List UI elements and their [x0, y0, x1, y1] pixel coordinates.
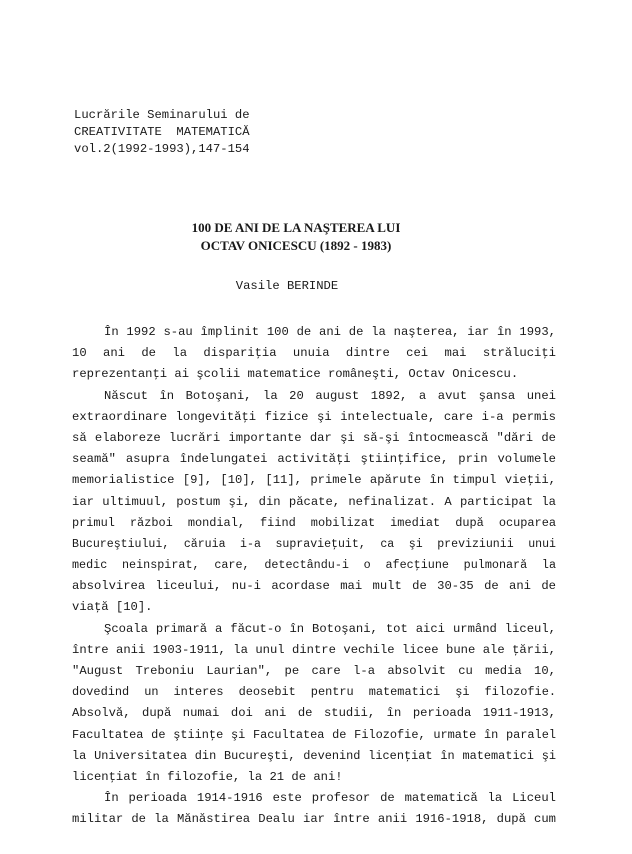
body-line: Născut în Botoşani, la 20 august 1892, a avut şansa unei [104, 388, 556, 403]
journal-volume-line: vol.2(1992-1993),147-154 [74, 142, 250, 156]
body-line: militar de la Mănăstirea Dealu iar între anii 1916-1918, după cum [72, 812, 556, 827]
body-line: reprezentanţi ai şcolii matematice româneşti, Octav Onicescu. [72, 367, 519, 382]
body-line: Facultatea de ştiinţe şi Facultatea de Filozofie, urmate în paralel [72, 727, 556, 742]
body-line: extraordinare longevităţi fizice şi intelectuale, care i-a permis [72, 409, 556, 424]
body-line: între anii 1903-1911, la unul dintre vechile licee bune ale ţării, [72, 642, 556, 657]
body-line: absolvirea liceului, nu-i acordase mai mult de 30-35 de ani de [72, 579, 556, 594]
body-line: În 1992 s-au împlinit 100 de ani de la naşterea, iar în 1993, [104, 325, 556, 339]
body-line: "August Treboniu Laurian", pe care l-a absolvit cu media 10, [72, 664, 556, 678]
body-line: primul război mondial, fiind mobilizat imediat după ocuparea [72, 515, 556, 530]
body-line: Absolvă, după numai doi ani de studii, în perioada 1911-1913, [72, 706, 556, 721]
body-line: Bucureştiului, căruia i-a supravieţuit, ca şi previziunii unui [72, 537, 556, 551]
article-title [0, 219, 592, 255]
body-line: licenţiat în filozofie, la 21 de ani! [72, 769, 343, 784]
article-title-line-1: 100 DE ANI DE LA NAŞTEREA LUI [191, 220, 401, 235]
body-line: dovedind un interes deosebit pentru matematici şi filozofie. [72, 685, 556, 700]
journal-header [74, 107, 250, 158]
article-title-line-2: OCTAV ONICESCU (1892 - 1983) [200, 238, 392, 253]
body-line: la Universitatea din Bucureşti, devenind licenţiat în matematici şi [72, 748, 556, 763]
article-author: Vasile BERINDE [235, 279, 339, 293]
journal-name-line: Lucrările Seminarului de [74, 108, 250, 122]
body-line: să elaboreze lucrări importante dar şi să-şi întocmească "dări de [72, 430, 556, 445]
body-line: seamă" asupra îndelungatei activităţi ştiinţifice, prin volumele [72, 452, 556, 467]
body-line: medic neinspirat, care, detectându-i o afecţiune pulmonară la [72, 558, 556, 573]
body-line: 10 ani de la dispariţia unuia dintre cei mai străluciţi [72, 346, 556, 361]
journal-name-line-2: CREATIVITATE MATEMATICĂ [74, 125, 250, 139]
body-line: viaţă [10]. [72, 600, 153, 615]
body-line: iar ultimuul, postum şi, din păcate, nefinalizat. A participat la [72, 494, 556, 509]
article-body [72, 322, 556, 831]
body-line: memorialistice [9], [10], [11], primele apărute în timpul vieţii, [72, 473, 556, 488]
body-line: În perioada 1914-1916 este profesor de matematică la Liceul [104, 791, 556, 806]
body-line: Şcoala primară a făcut-o în Botoşani, tot aici urmând liceul, [104, 621, 556, 636]
